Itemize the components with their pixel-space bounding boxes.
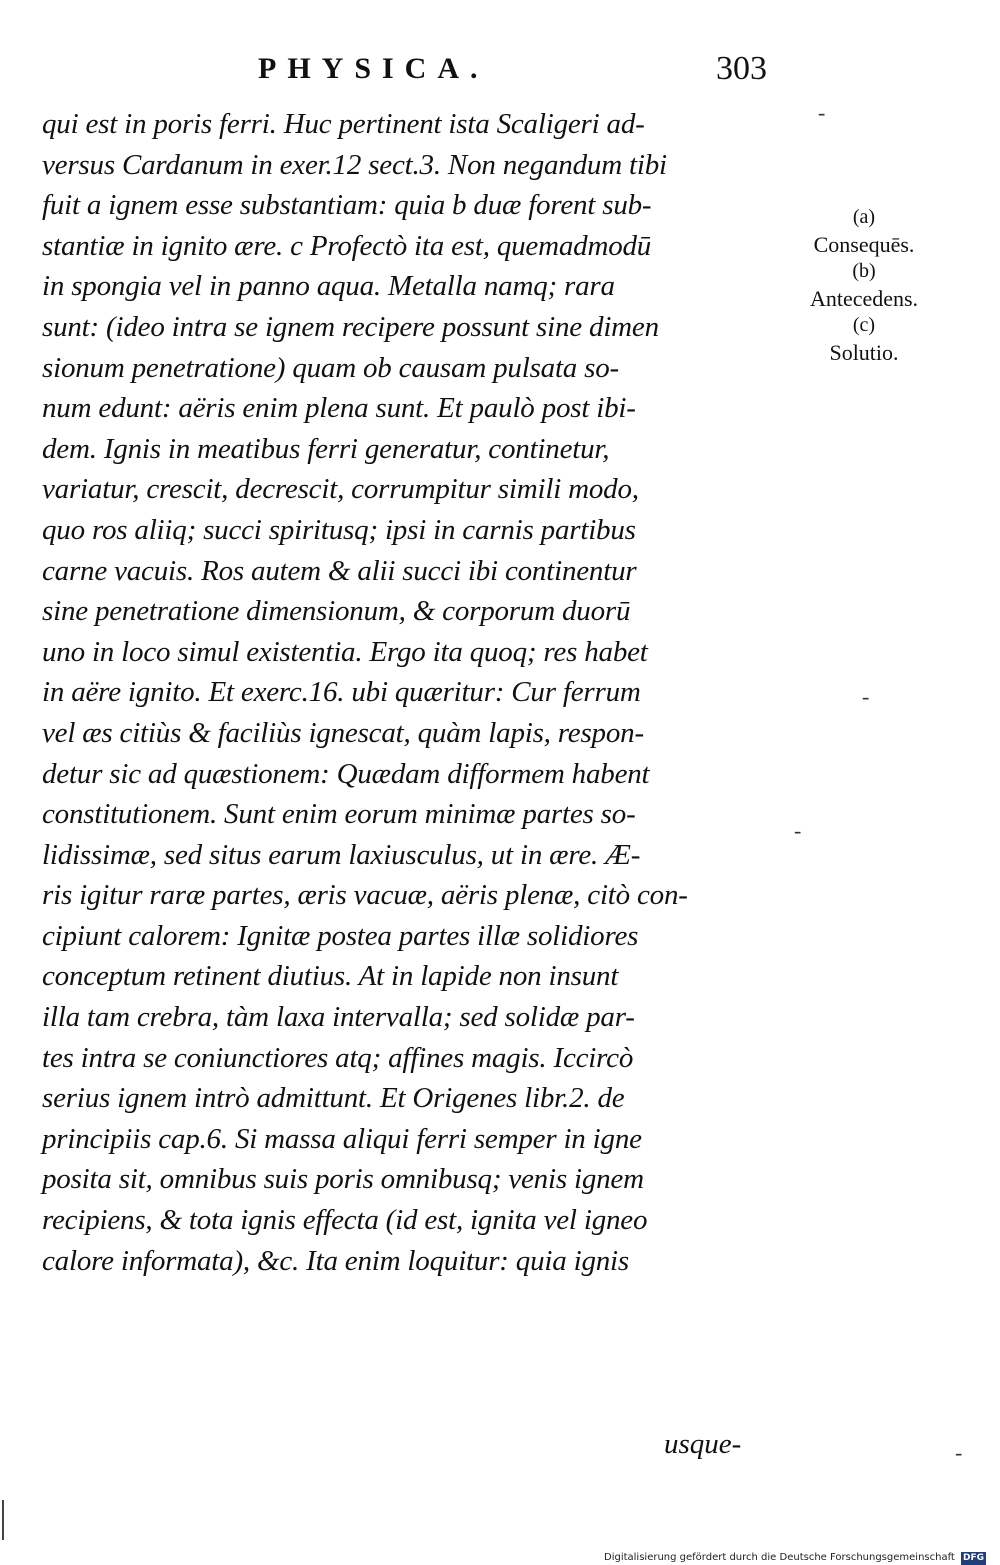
- digitization-credit: [604, 1551, 986, 1564]
- text-line: constitutionem. Sunt enim eorum minimæ partes so-: [42, 798, 636, 831]
- credit-text: Digitalisierung gefördert durch die Deutsche Forschungsgemeinschaft: [604, 1552, 955, 1563]
- text-line: principiis cap.6. Si massa aliqui ferri semper in igne: [42, 1122, 642, 1155]
- text-line: vel æs citiùs & faciliùs ignescat, quàm lapis, respon-: [42, 716, 644, 749]
- text-line: sionum penetratione) quam ob causam pulsata so-: [42, 351, 620, 384]
- page-number: 303: [716, 50, 767, 87]
- text-line: sine penetratione dimensionum, & corporum duorū: [42, 595, 631, 628]
- catchword: usque-: [664, 1428, 742, 1460]
- text-line: ris igitur raræ partes, æris vacuæ, aëris plenæ, citò con-: [42, 879, 688, 912]
- margin-note-a-text: Consequēs.: [813, 232, 915, 257]
- text-line: uno in loco simul existentia. Ergo ita quoq; res habet: [42, 635, 648, 668]
- text-line: in aëre ignito. Et exerc.16. ubi quæritur: Cur ferrum: [42, 676, 641, 709]
- text-line: serius ignem intrò admittunt. Et Origenes libr.2. de: [42, 1082, 625, 1115]
- text-line: sunt: (ideo intra se ignem recipere possunt sine dimen: [42, 310, 659, 343]
- text-line: conceptum retinent diutius. At in lapide non insunt: [42, 960, 619, 993]
- text-line: in spongia vel in panno aqua. Metalla namq; rara: [42, 270, 615, 303]
- text-line: cipiunt calorem: Ignitæ postea partes illæ solidiores: [42, 919, 639, 952]
- text-line: dem. Ignis in meatibus ferri generatur, continetur,: [42, 432, 610, 465]
- text-line: num edunt: aëris enim plena sunt. Et paulò post ibi-: [42, 392, 636, 425]
- stray-mark: -: [818, 100, 826, 125]
- page-header: [0, 48, 1000, 98]
- margin-note-b-label: (b): [852, 260, 876, 282]
- text-line: detur sic ad quæstionem: Quædam difformem habent: [42, 757, 650, 790]
- text-line: posita sit, omnibus suis poris omnibusq; venis ignem: [42, 1163, 644, 1196]
- text-line: quo ros aliiq; succi spiritusq; ipsi in carnis partibus: [42, 513, 636, 546]
- text-line: fuit a ignem esse substantiam: quia b duæ forent sub-: [42, 189, 652, 222]
- margin-notes: [784, 204, 984, 366]
- text-line: tes intra se coniunctiores atq; affines magis. Iccircò: [42, 1041, 634, 1074]
- body-text: [42, 104, 792, 1281]
- text-line: lidissimæ, sed situs earum laxiusculus, ut in ære. Æ-: [42, 838, 641, 871]
- text-line: stantiæ in ignito ære. c Profectò ita est, quemadmodū: [42, 229, 652, 262]
- dfg-logo-icon: DFG: [963, 1553, 985, 1563]
- margin-note-c-label: (c): [852, 314, 876, 336]
- margin-note-b-text: Antecedens.: [809, 286, 919, 311]
- stray-mark: -: [794, 818, 802, 843]
- text-line: carne vacuis. Ros autem & alii succi ibi continentur: [42, 554, 637, 587]
- text-line: recipiens, & tota ignis effecta (id est, ignita vel igneo: [42, 1204, 648, 1237]
- text-line: versus Cardanum in exer.12 sect.3. Non negandum tibi: [42, 148, 667, 181]
- margin-note-a-label: (a): [852, 206, 876, 228]
- text-line: variatur, crescit, decrescit, corrumpitur simili modo,: [42, 473, 639, 506]
- text-line: calore informata), &c. Ita enim loquitur: quia ignis: [42, 1244, 630, 1277]
- text-line: qui est in poris ferri. Huc pertinent ista Scaligeri ad-: [42, 108, 645, 140]
- stray-mark: -: [955, 1440, 963, 1465]
- text-line: illa tam crebra, tàm laxa intervalla; sed solidæ par-: [42, 1001, 635, 1034]
- stray-mark: -: [862, 684, 870, 709]
- running-title: PHYSICA.: [258, 52, 489, 85]
- scan-edge-mark: [2, 1500, 4, 1540]
- margin-note-c-text: Solutio.: [829, 340, 899, 365]
